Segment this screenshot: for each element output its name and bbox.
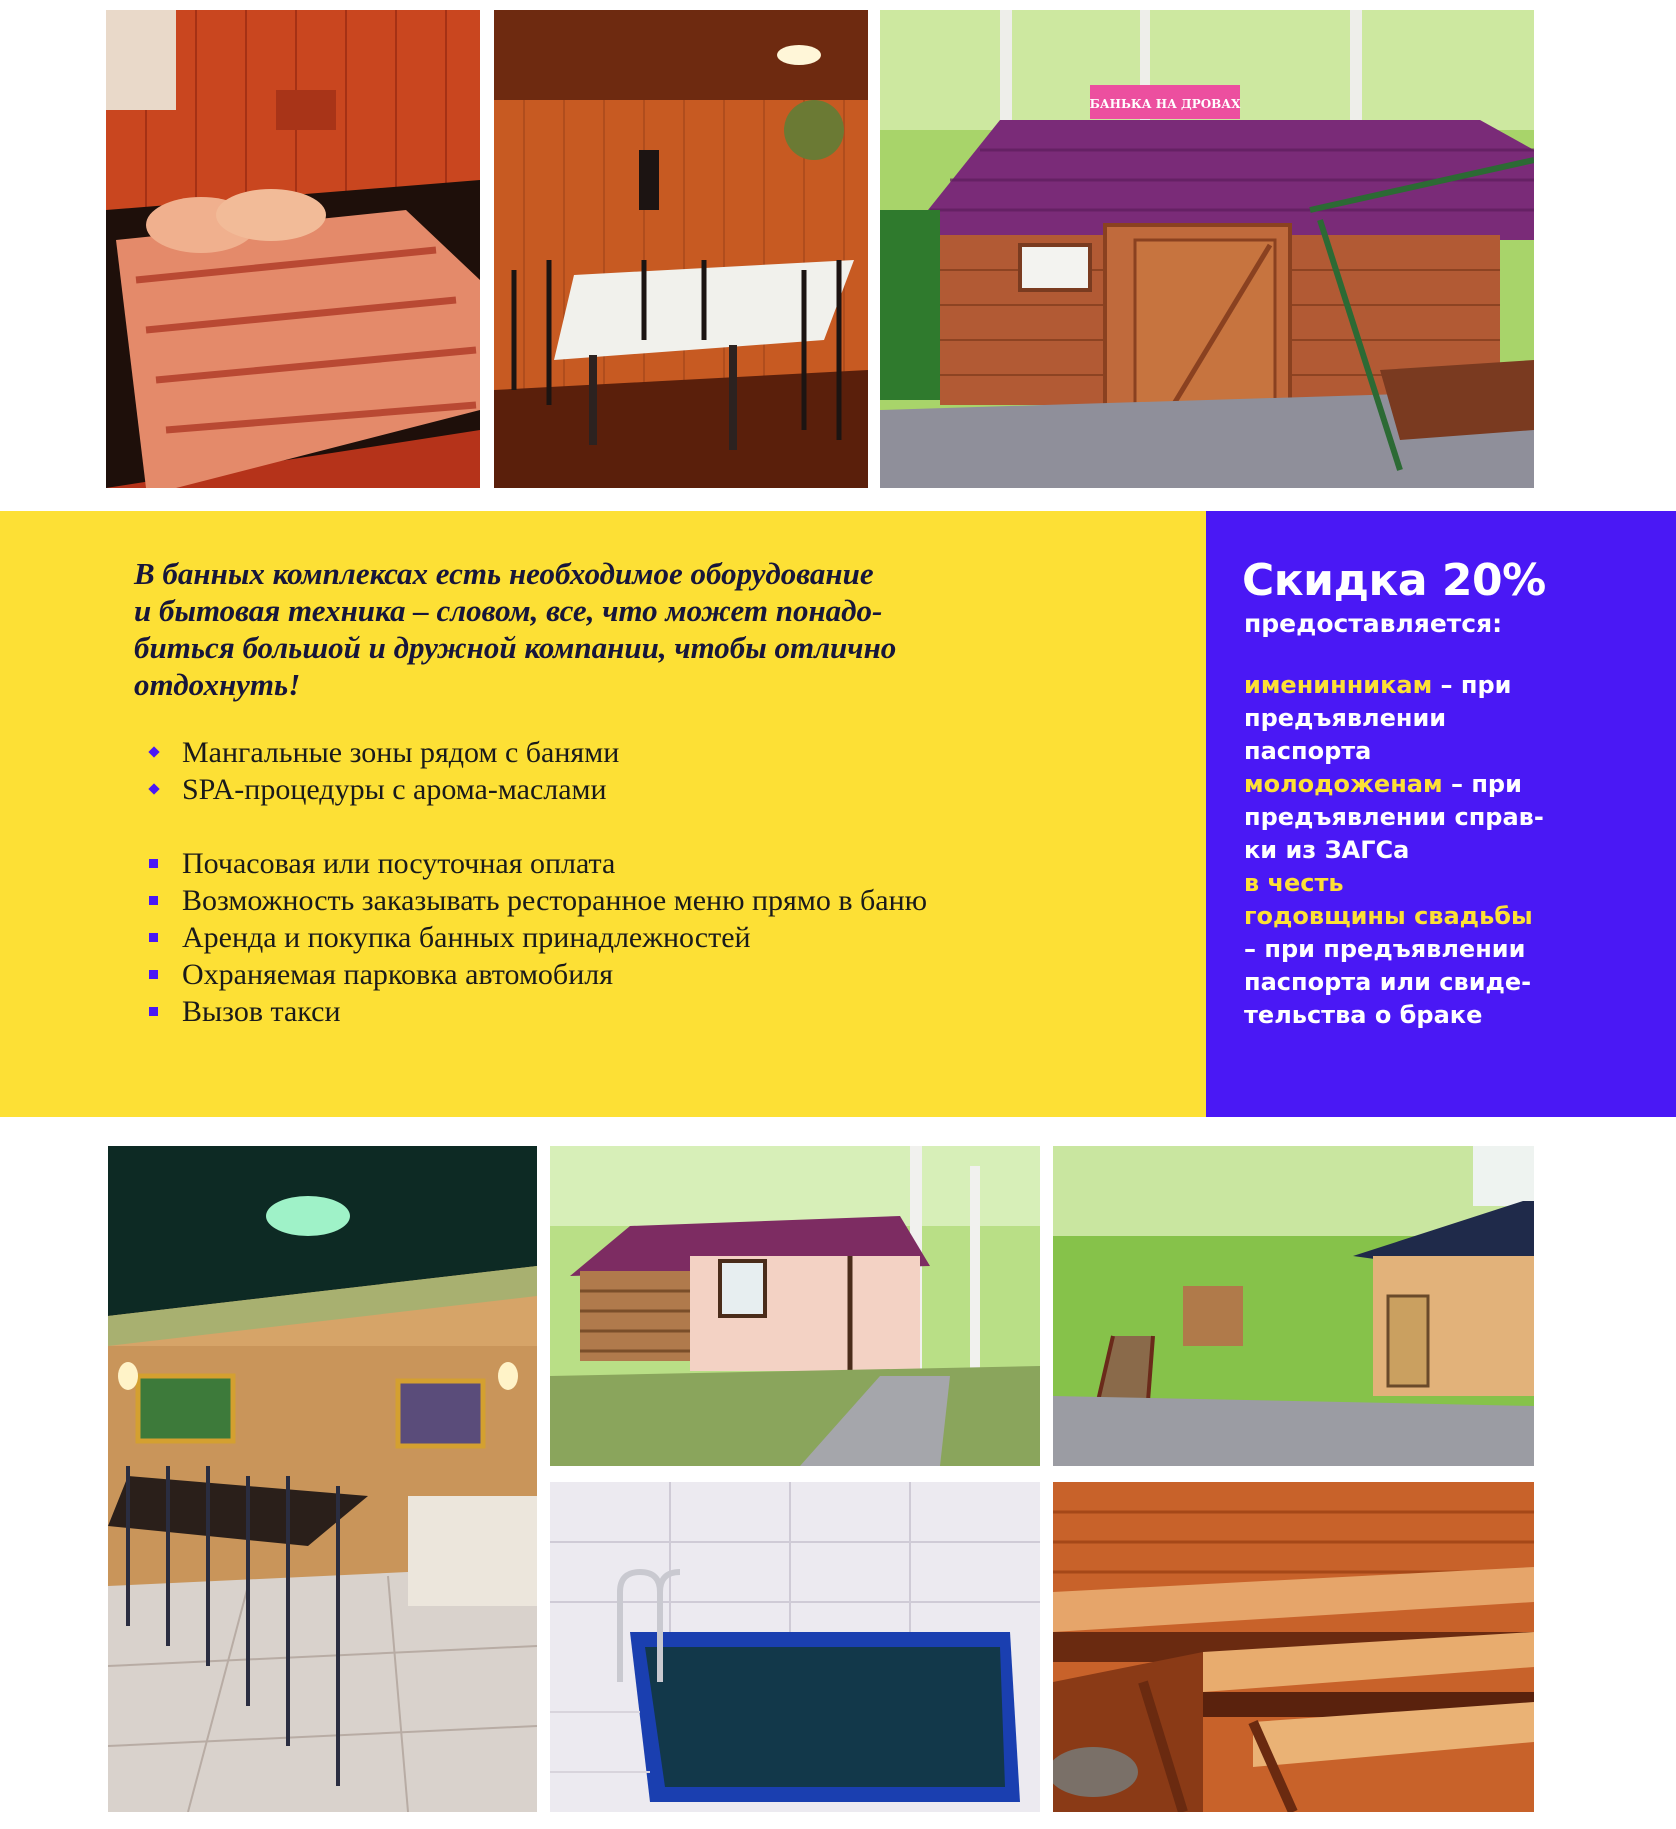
banquet-hall-photo — [108, 1146, 537, 1812]
list-item-label: Мангальные зоны рядом с банями — [182, 736, 620, 769]
list-item-label: Охраняемая парковка автомобиля — [182, 958, 614, 991]
diamond-bullet-icon — [148, 746, 159, 757]
square-bullet-icon — [149, 933, 158, 942]
discount-text: – при — [1432, 671, 1512, 699]
list-item-label: Возможность заказывать ресторанное меню прямо в баню — [182, 884, 928, 917]
bathhouse-exterior-photo — [880, 10, 1534, 488]
list-item-label: Аренда и покупка банных принадлежностей — [182, 921, 751, 954]
discount-line: – при предъявлении — [1244, 935, 1526, 963]
intro-line-2: и бытовая техника – словом, все, что может понадо- — [134, 593, 883, 628]
list-item-label: SPA-процедуры с арома-маслами — [182, 773, 607, 806]
discount-line: тельства о браке — [1244, 1001, 1483, 1029]
list-item — [148, 845, 1148, 882]
discount-line: ки из ЗАГСа — [1244, 836, 1410, 864]
square-bullet-icon — [149, 859, 158, 868]
discount-line: паспорта — [1244, 737, 1372, 765]
plunge-pool-photo — [550, 1482, 1040, 1812]
garden-path-photo — [1053, 1146, 1534, 1466]
list-item — [148, 734, 1148, 771]
intro-line-4: отдохнуть! — [134, 667, 301, 702]
list-item — [148, 956, 1148, 993]
diamond-bullet-icon — [148, 783, 159, 794]
info-band — [0, 511, 1676, 1117]
intro-paragraph — [134, 555, 1134, 703]
amenities-list — [148, 734, 1148, 808]
features-panel — [0, 511, 1206, 1117]
list-item-label: Почасовая или посуточная оплата — [182, 847, 616, 880]
discount-highlight: молодоженам — [1244, 770, 1443, 798]
list-item — [148, 882, 1148, 919]
discount-subtitle: предоставляется: — [1244, 609, 1503, 638]
discount-line — [1244, 669, 1664, 702]
discount-title: Скидка 20% — [1242, 555, 1546, 606]
square-bullet-icon — [149, 896, 158, 905]
bedroom-photo — [106, 10, 480, 488]
discount-conditions — [1244, 669, 1664, 1032]
discount-highlight: в честь — [1244, 869, 1344, 897]
discount-highlight: именинникам — [1244, 671, 1433, 699]
square-bullet-icon — [149, 1007, 158, 1016]
square-bullet-icon — [149, 970, 158, 979]
services-list — [148, 845, 1148, 1030]
discount-panel — [1206, 511, 1676, 1117]
discount-highlight: годовщины свадьбы — [1244, 902, 1533, 930]
intro-line-1: В банных комплексах есть необходимое оборудование — [134, 556, 874, 591]
dining-room-photo — [494, 10, 868, 488]
list-item — [148, 771, 1148, 808]
discount-line: предъявлении — [1244, 704, 1447, 732]
bathhouse-house-photo — [550, 1146, 1040, 1466]
discount-text: – при — [1442, 770, 1522, 798]
discount-line: предъявлении справ- — [1244, 803, 1544, 831]
list-item — [148, 919, 1148, 956]
sauna-room-photo — [1053, 1482, 1534, 1812]
intro-line-3: биться большой и дружной компании, чтобы отлично — [134, 630, 897, 665]
list-item-label: Вызов такси — [182, 995, 341, 1028]
discount-line: паспорта или свиде- — [1244, 968, 1532, 996]
bathhouse-sign-text: БАНЬКА НА ДРОВАХ — [1089, 97, 1241, 111]
list-item — [148, 993, 1148, 1030]
discount-line — [1244, 768, 1664, 801]
